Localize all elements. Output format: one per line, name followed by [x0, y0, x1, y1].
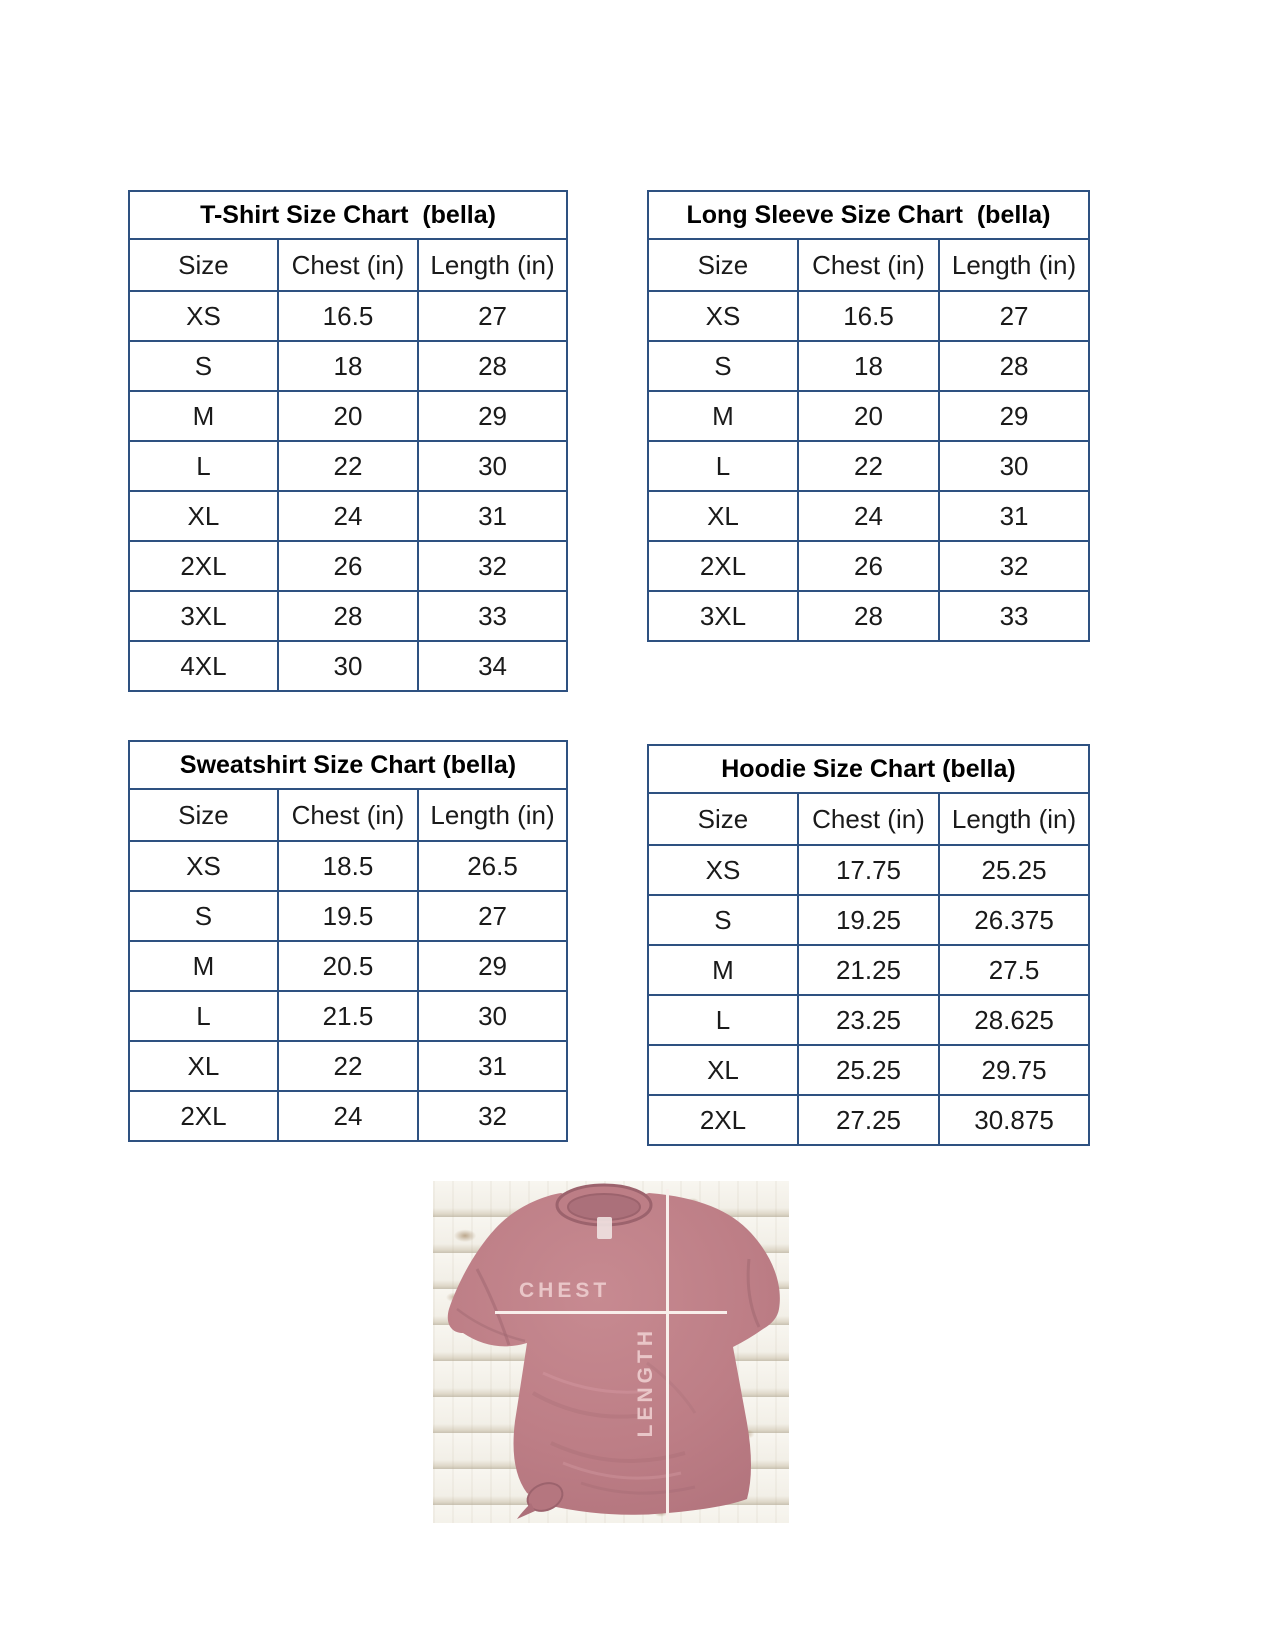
table-cell: XS	[648, 845, 798, 895]
table-cell: 18	[798, 341, 939, 391]
length-label: LENGTH	[634, 1327, 657, 1438]
table-row	[129, 491, 567, 541]
table-cell: 28.625	[939, 995, 1089, 1045]
table-cell: 18.5	[278, 841, 418, 891]
table-cell: XL	[648, 1045, 798, 1095]
table-row	[129, 391, 567, 441]
measurement-photo	[433, 1181, 789, 1523]
table-cell: 3XL	[129, 591, 278, 641]
table-cell: 30.875	[939, 1095, 1089, 1145]
table-cell: 2XL	[129, 541, 278, 591]
table-cell: 23.25	[798, 995, 939, 1045]
table-cell: XL	[648, 491, 798, 541]
table-cell: 27	[418, 891, 567, 941]
table-cell: S	[129, 341, 278, 391]
column-header-chest: Chest (in)	[278, 239, 418, 291]
table-header-row	[648, 793, 1089, 845]
table-cell: 21.25	[798, 945, 939, 995]
collar-inner	[568, 1194, 640, 1220]
table-cell: 27.25	[798, 1095, 939, 1145]
table-cell: 22	[278, 441, 418, 491]
table-cell: S	[648, 895, 798, 945]
column-header-length: Length (in)	[418, 789, 567, 841]
table-row	[648, 391, 1089, 441]
table-cell: 31	[418, 1041, 567, 1091]
table-cell: XL	[129, 1041, 278, 1091]
table-cell: 27	[418, 291, 567, 341]
hoodie-size-chart	[647, 744, 1090, 1146]
table-row	[648, 895, 1089, 945]
column-header-length: Length (in)	[418, 239, 567, 291]
table-cell: 30	[418, 991, 567, 1041]
table-cell: 28	[939, 341, 1089, 391]
table-title-row	[648, 191, 1089, 239]
length-measure-line	[666, 1189, 669, 1521]
table-row	[648, 845, 1089, 895]
table-row	[648, 1045, 1089, 1095]
table-cell: 26.375	[939, 895, 1089, 945]
table-row	[129, 841, 567, 891]
table-cell: 22	[798, 441, 939, 491]
table-cell: 19.5	[278, 891, 418, 941]
table-cell: 28	[278, 591, 418, 641]
table-cell: XS	[129, 841, 278, 891]
table-cell: L	[129, 991, 278, 1041]
table-cell: 26	[278, 541, 418, 591]
column-header-length: Length (in)	[939, 239, 1089, 291]
table-title: Sweatshirt Size Chart (bella)	[129, 741, 567, 789]
table-cell: 24	[798, 491, 939, 541]
table-row	[129, 541, 567, 591]
table-cell: 3XL	[648, 591, 798, 641]
table-cell: 34	[418, 641, 567, 691]
table-cell: 33	[418, 591, 567, 641]
table-cell: 26.5	[418, 841, 567, 891]
table-cell: 22	[278, 1041, 418, 1091]
table-cell: 17.75	[798, 845, 939, 895]
table-cell: 33	[939, 591, 1089, 641]
table-row	[129, 641, 567, 691]
table-cell: 24	[278, 491, 418, 541]
table-row	[129, 291, 567, 341]
table-cell: 29	[939, 391, 1089, 441]
table-cell: 32	[939, 541, 1089, 591]
table-title: Long Sleeve Size Chart (bella)	[648, 191, 1089, 239]
neck-tag	[597, 1217, 612, 1239]
column-header-size: Size	[129, 239, 278, 291]
table-cell: 30	[939, 441, 1089, 491]
table-title-row	[129, 741, 567, 789]
tshirt-body	[448, 1193, 780, 1515]
tshirt-illustration	[433, 1181, 789, 1523]
hoodie-size-table	[647, 744, 1090, 1146]
long-sleeve-size-chart	[647, 190, 1090, 642]
table-cell: 2XL	[648, 1095, 798, 1145]
column-header-chest: Chest (in)	[798, 239, 939, 291]
table-row	[648, 945, 1089, 995]
table-cell: 25.25	[798, 1045, 939, 1095]
sweatshirt-size-table	[128, 740, 568, 1142]
table-row	[129, 891, 567, 941]
long-sleeve-size-table	[647, 190, 1090, 642]
chest-measure-line	[495, 1311, 727, 1314]
table-cell: XS	[648, 291, 798, 341]
tshirt-size-table	[128, 190, 568, 692]
column-header-length: Length (in)	[939, 793, 1089, 845]
table-cell: 20	[798, 391, 939, 441]
table-row	[648, 291, 1089, 341]
table-cell: 32	[418, 541, 567, 591]
table-cell: L	[129, 441, 278, 491]
table-cell: M	[129, 941, 278, 991]
table-cell: M	[129, 391, 278, 441]
table-cell: L	[648, 441, 798, 491]
column-header-size: Size	[129, 789, 278, 841]
table-row	[129, 1041, 567, 1091]
column-header-chest: Chest (in)	[278, 789, 418, 841]
table-cell: XL	[129, 491, 278, 541]
table-row	[648, 541, 1089, 591]
table-row	[129, 941, 567, 991]
table-cell: 29.75	[939, 1045, 1089, 1095]
table-cell: 2XL	[648, 541, 798, 591]
table-cell: 28	[418, 341, 567, 391]
chest-label: CHEST	[519, 1279, 611, 1302]
table-cell: XS	[129, 291, 278, 341]
table-header-row	[129, 789, 567, 841]
table-row	[648, 491, 1089, 541]
table-row	[129, 1091, 567, 1141]
table-cell: 27	[939, 291, 1089, 341]
table-cell: 31	[939, 491, 1089, 541]
column-header-chest: Chest (in)	[798, 793, 939, 845]
table-row	[129, 441, 567, 491]
tshirt-size-chart	[128, 190, 568, 692]
table-cell: M	[648, 945, 798, 995]
table-title-row	[648, 745, 1089, 793]
table-row	[648, 441, 1089, 491]
table-title: Hoodie Size Chart (bella)	[648, 745, 1089, 793]
table-cell: 24	[278, 1091, 418, 1141]
table-row	[648, 995, 1089, 1045]
table-cell: 16.5	[278, 291, 418, 341]
table-cell: 4XL	[129, 641, 278, 691]
table-title: T-Shirt Size Chart (bella)	[129, 191, 567, 239]
table-cell: 25.25	[939, 845, 1089, 895]
table-cell: 30	[278, 641, 418, 691]
table-cell: S	[648, 341, 798, 391]
table-cell: 29	[418, 941, 567, 991]
table-cell: M	[648, 391, 798, 441]
table-cell: 19.25	[798, 895, 939, 945]
table-row	[129, 591, 567, 641]
table-row	[129, 991, 567, 1041]
table-cell: 20.5	[278, 941, 418, 991]
table-cell: 21.5	[278, 991, 418, 1041]
table-header-row	[129, 239, 567, 291]
table-cell: 26	[798, 541, 939, 591]
table-cell: 2XL	[129, 1091, 278, 1141]
table-cell: 31	[418, 491, 567, 541]
table-cell: L	[648, 995, 798, 1045]
column-header-size: Size	[648, 793, 798, 845]
table-title-row	[129, 191, 567, 239]
column-header-size: Size	[648, 239, 798, 291]
table-cell: S	[129, 891, 278, 941]
table-cell: 27.5	[939, 945, 1089, 995]
table-cell: 20	[278, 391, 418, 441]
table-cell: 28	[798, 591, 939, 641]
sweatshirt-size-chart	[128, 740, 568, 1142]
table-row	[648, 1095, 1089, 1145]
table-row	[129, 341, 567, 391]
table-cell: 29	[418, 391, 567, 441]
table-cell: 30	[418, 441, 567, 491]
table-row	[648, 341, 1089, 391]
table-cell: 32	[418, 1091, 567, 1141]
table-header-row	[648, 239, 1089, 291]
table-cell: 18	[278, 341, 418, 391]
table-cell: 16.5	[798, 291, 939, 341]
table-row	[648, 591, 1089, 641]
